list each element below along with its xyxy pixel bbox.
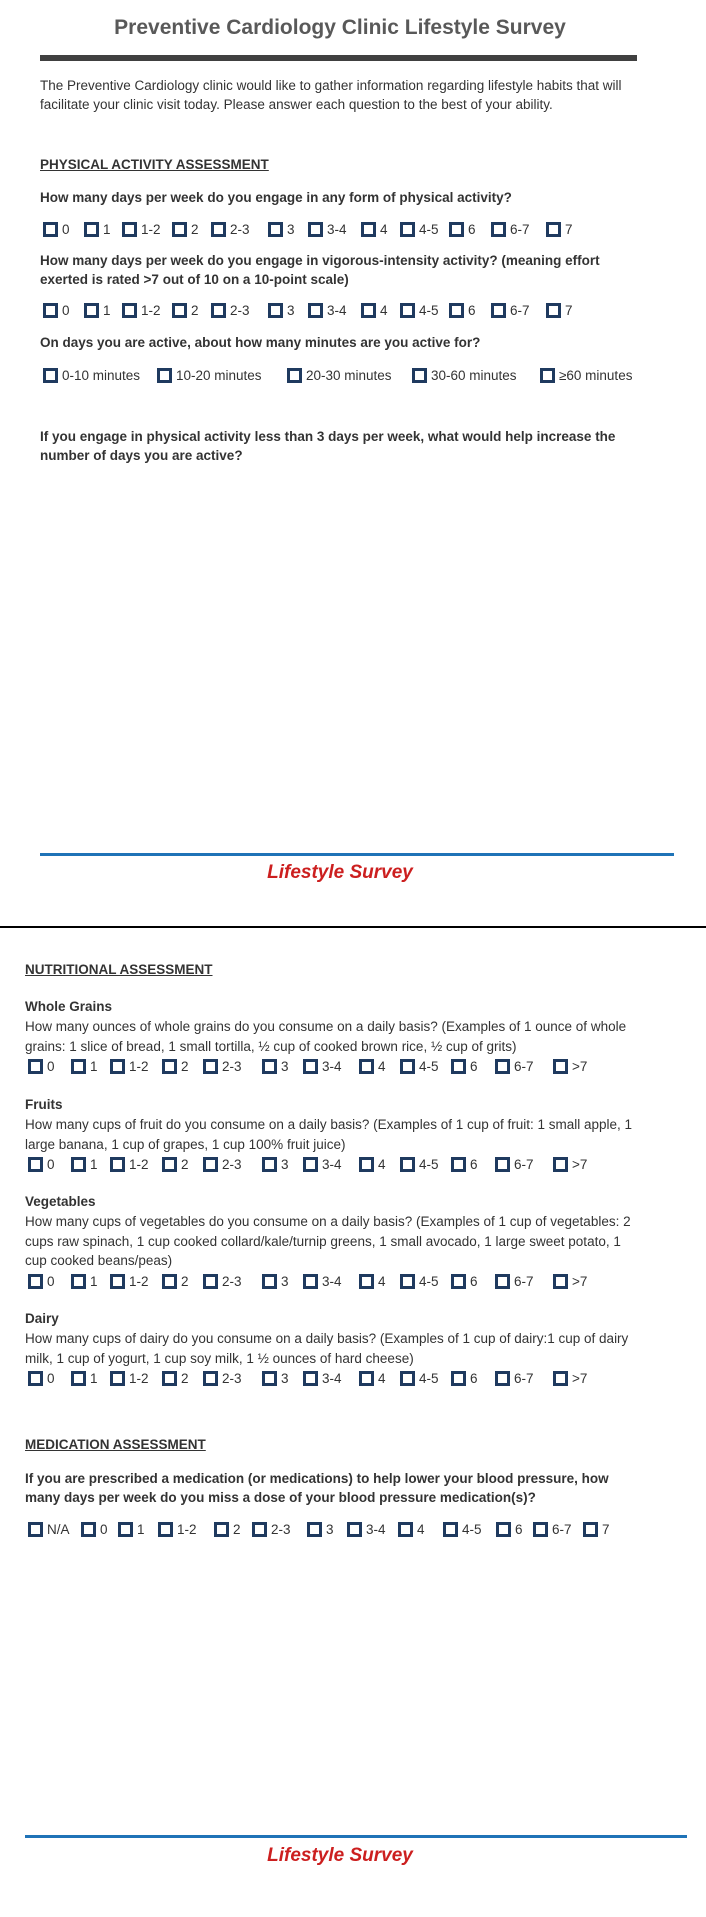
vigorous-days-option[interactable]: [308, 301, 347, 319]
checkbox[interactable]: [172, 303, 187, 318]
checkbox[interactable]: [162, 1157, 177, 1172]
option-label: 6-7: [514, 1273, 534, 1289]
dairy-option[interactable]: [162, 1369, 189, 1387]
active-minutes-option[interactable]: [412, 366, 517, 384]
checkbox[interactable]: [412, 368, 427, 383]
option-label: 0-10 minutes: [62, 367, 141, 383]
option-label: 10-20 minutes: [176, 367, 262, 383]
footer-title: Lifestyle Survey: [267, 1845, 413, 1866]
checkbox[interactable]: [162, 1274, 177, 1289]
checkbox[interactable]: [262, 1059, 277, 1074]
medication-option[interactable]: [398, 1520, 425, 1538]
fruits-option[interactable]: [28, 1155, 55, 1173]
checkbox[interactable]: [308, 222, 323, 237]
checkbox[interactable]: [71, 1274, 86, 1289]
dairy-option[interactable]: [303, 1369, 342, 1387]
checkbox[interactable]: [158, 1522, 173, 1537]
medication-question: If you are prescribed a medication (or medications) to help lower your blood pressure, how many days per week do you miss a dose of your blood pressure medication(s)?: [25, 1471, 609, 1505]
vegetables-option[interactable]: [495, 1272, 534, 1290]
checkbox[interactable]: [262, 1274, 277, 1289]
vegetables-option[interactable]: [110, 1272, 149, 1290]
vegetables-option[interactable]: [359, 1272, 386, 1290]
checkbox[interactable]: [262, 1157, 277, 1172]
option-label: 0: [47, 1273, 55, 1289]
checkbox[interactable]: [546, 222, 561, 237]
vigorous-days-option[interactable]: [84, 301, 111, 319]
option-label: 2-3: [222, 1058, 242, 1074]
checkbox[interactable]: [203, 1274, 218, 1289]
medication-option[interactable]: [118, 1520, 145, 1538]
option-label: 4-5: [419, 1156, 439, 1172]
whole-grains-option[interactable]: [162, 1057, 189, 1075]
fruits-option[interactable]: [495, 1155, 534, 1173]
fruits-option[interactable]: [162, 1155, 189, 1173]
dairy-option[interactable]: [553, 1369, 587, 1387]
checkbox[interactable]: [400, 1274, 415, 1289]
vegetables-option[interactable]: [553, 1272, 587, 1290]
survey-page-2: [0, 929, 706, 1917]
checkbox[interactable]: [307, 1522, 322, 1537]
vigorous-days-option[interactable]: [491, 301, 530, 319]
option-label: 2: [181, 1058, 189, 1074]
checkbox[interactable]: [71, 1059, 86, 1074]
checkbox[interactable]: [162, 1059, 177, 1074]
checkbox[interactable]: [28, 1059, 43, 1074]
vegetables-heading: Vegetables: [25, 1194, 96, 1209]
option-label: >7: [572, 1156, 588, 1172]
vigorous-days-option[interactable]: [172, 301, 199, 319]
option-label: 2: [181, 1156, 189, 1172]
medication-option[interactable]: [252, 1520, 291, 1538]
fruits-option[interactable]: [262, 1155, 289, 1173]
fruits-option[interactable]: [110, 1155, 149, 1173]
option-label: 6-7: [514, 1370, 534, 1386]
page-title: Preventive Cardiology Clinic Lifestyle Survey: [114, 16, 566, 39]
checkbox[interactable]: [359, 1274, 374, 1289]
option-label: 7: [565, 302, 573, 318]
fruits-option[interactable]: [400, 1155, 439, 1173]
option-label: 4: [417, 1521, 425, 1537]
option-label: 4: [378, 1273, 386, 1289]
dairy-option[interactable]: [451, 1369, 478, 1387]
option-label: 6-7: [514, 1156, 534, 1172]
medication-option[interactable]: [158, 1520, 197, 1538]
checkbox[interactable]: [84, 303, 99, 318]
option-label: 3: [281, 1156, 289, 1172]
checkbox[interactable]: [451, 1059, 466, 1074]
vegetables-option[interactable]: [162, 1272, 189, 1290]
page-separator: [0, 926, 706, 928]
vigorous-days-option[interactable]: [268, 301, 295, 319]
checkbox[interactable]: [400, 222, 415, 237]
medication-heading: MEDICATION ASSESSMENT: [25, 1437, 206, 1452]
whole-grains-option[interactable]: [495, 1057, 534, 1075]
dairy-option[interactable]: [71, 1369, 98, 1387]
checkbox[interactable]: [347, 1522, 362, 1537]
option-label: 2-3: [222, 1156, 242, 1172]
option-label: 0: [47, 1156, 55, 1172]
checkbox[interactable]: [211, 222, 226, 237]
fruits-option[interactable]: [71, 1155, 98, 1173]
checkbox[interactable]: [546, 303, 561, 318]
option-label: 3-4: [327, 221, 347, 237]
option-label: 1-2: [129, 1156, 149, 1172]
fruits-option[interactable]: [203, 1155, 242, 1173]
option-label: 6: [515, 1521, 523, 1537]
medication-option[interactable]: [496, 1520, 523, 1538]
physical-days-option[interactable]: [449, 220, 476, 238]
option-label: 1: [90, 1273, 98, 1289]
checkbox[interactable]: [400, 1157, 415, 1172]
fruits-question: How many cups of fruit do you consume on a daily basis? (Examples of 1 cup of fruit: 1 small apple, 1 large banana, 1 cup of grapes, 1 cup 100% fruit juice): [25, 1117, 633, 1152]
checkbox[interactable]: [110, 1059, 125, 1074]
checkbox[interactable]: [398, 1522, 413, 1537]
checkbox[interactable]: [359, 1157, 374, 1172]
survey-page-1: [0, 0, 706, 925]
checkbox[interactable]: [553, 1059, 568, 1074]
vigorous-days-option[interactable]: [449, 301, 476, 319]
medication-option[interactable]: [307, 1520, 334, 1538]
physical-activity-heading: PHYSICAL ACTIVITY ASSESSMENT: [40, 157, 269, 172]
option-label: 1-2: [129, 1370, 149, 1386]
checkbox[interactable]: [553, 1274, 568, 1289]
fruits-heading: Fruits: [25, 1097, 63, 1112]
whole-grains-option[interactable]: [553, 1057, 587, 1075]
option-label: 1-2: [129, 1058, 149, 1074]
option-label: 4: [380, 302, 388, 318]
option-label: 1-2: [129, 1273, 149, 1289]
option-label: 6: [470, 1273, 478, 1289]
dairy-question: How many cups of dairy do you consume on a daily basis? (Examples of 1 cup of dairy:1 cup of dairy milk, 1 cup of yogurt, 1 cup soy milk, 1 ½ ounces of hard cheese): [25, 1331, 629, 1366]
active-minutes-option[interactable]: [157, 366, 262, 384]
option-label: 0: [47, 1058, 55, 1074]
dairy-option[interactable]: [28, 1369, 55, 1387]
title-divider: [40, 55, 637, 61]
option-label: 1: [137, 1521, 145, 1537]
option-label: 4: [378, 1156, 386, 1172]
vegetables-question: How many cups of vegetables do you consume on a daily basis? (Examples of 1 cup of vegetables: 2 cups raw spinach, 1 cup cooked collard/kale/turnip greens, 1 small avocado, 1 large sweet potato, 1 cup cooked beans/peas): [25, 1214, 631, 1268]
option-label: 2-3: [230, 302, 250, 318]
checkbox[interactable]: [118, 1522, 133, 1537]
dairy-option[interactable]: [110, 1369, 149, 1387]
whole-grains-option[interactable]: [359, 1057, 386, 1075]
checkbox[interactable]: [495, 1371, 510, 1386]
physical-days-option[interactable]: [43, 220, 70, 238]
option-label: 3-4: [327, 302, 347, 318]
option-label: 2: [233, 1521, 241, 1537]
checkbox[interactable]: [81, 1522, 96, 1537]
checkbox[interactable]: [211, 303, 226, 318]
checkbox[interactable]: [203, 1059, 218, 1074]
checkbox[interactable]: [361, 222, 376, 237]
physical-days-option[interactable]: [84, 220, 111, 238]
option-label: >7: [572, 1058, 588, 1074]
option-label: 3-4: [322, 1156, 342, 1172]
question-vigorous-days: How many days per week do you engage in vigorous-intensity activity? (meaning effort exerted is rated >7 out of 10 on a 10-point scale): [40, 253, 600, 287]
option-label: 2-3: [222, 1370, 242, 1386]
option-label: 4: [378, 1058, 386, 1074]
active-minutes-option[interactable]: [43, 366, 140, 384]
checkbox[interactable]: [203, 1371, 218, 1386]
checkbox[interactable]: [122, 222, 137, 237]
option-label: 6: [470, 1370, 478, 1386]
dairy-option[interactable]: [495, 1369, 534, 1387]
checkbox[interactable]: [71, 1371, 86, 1386]
option-label: 0: [100, 1521, 108, 1537]
option-label: 2-3: [222, 1273, 242, 1289]
option-label: 0: [47, 1370, 55, 1386]
option-label: 6-7: [552, 1521, 572, 1537]
option-label: 4-5: [419, 1273, 439, 1289]
medication-option[interactable]: [443, 1520, 482, 1538]
vigorous-days-option[interactable]: [43, 301, 70, 319]
whole-grains-option[interactable]: [303, 1057, 342, 1075]
checkbox[interactable]: [443, 1522, 458, 1537]
whole-grains-heading: Whole Grains: [25, 999, 113, 1014]
vigorous-days-option[interactable]: [546, 301, 573, 319]
checkbox[interactable]: [400, 1059, 415, 1074]
option-label: 3-4: [366, 1521, 386, 1537]
checkbox[interactable]: [308, 303, 323, 318]
option-label: 2: [181, 1273, 189, 1289]
checkbox[interactable]: [361, 303, 376, 318]
option-label: 20-30 minutes: [306, 367, 392, 383]
checkbox[interactable]: [28, 1274, 43, 1289]
physical-days-option[interactable]: [308, 220, 347, 238]
option-label: 7: [602, 1521, 610, 1537]
whole-grains-question: How many ounces of whole grains do you consume on a daily basis? (Examples of 1 ounce of whole grains: 1 slice of bread, 1 small tortilla, ½ cup of cooked brown rice, ½ cup of grits): [25, 1019, 627, 1054]
checkbox[interactable]: [214, 1522, 229, 1537]
option-label: 1: [103, 302, 111, 318]
option-label: 1: [90, 1156, 98, 1172]
checkbox[interactable]: [162, 1371, 177, 1386]
nutrition-heading: NUTRITIONAL ASSESSMENT: [25, 962, 213, 977]
checkbox[interactable]: [287, 368, 302, 383]
option-label: 4-5: [419, 302, 439, 318]
checkbox[interactable]: [359, 1059, 374, 1074]
checkbox[interactable]: [491, 222, 506, 237]
option-label: 3-4: [322, 1273, 342, 1289]
option-label: 4: [378, 1370, 386, 1386]
vigorous-days-option[interactable]: [361, 301, 388, 319]
whole-grains-option[interactable]: [110, 1057, 149, 1075]
checkbox[interactable]: [172, 222, 187, 237]
checkbox[interactable]: [28, 1522, 43, 1537]
option-label: 4-5: [419, 221, 439, 237]
fruits-option[interactable]: [359, 1155, 386, 1173]
option-label: 0: [62, 302, 70, 318]
vigorous-days-option[interactable]: [211, 301, 250, 319]
checkbox[interactable]: [203, 1157, 218, 1172]
checkbox[interactable]: [359, 1371, 374, 1386]
checkbox[interactable]: [84, 222, 99, 237]
medication-option[interactable]: [583, 1520, 610, 1538]
option-label: 6-7: [510, 302, 530, 318]
checkbox[interactable]: [553, 1157, 568, 1172]
intro-paragraph: The Preventive Cardiology clinic would like to gather information regarding lifestyle habits that will facilitate your clinic visit today. Please answer each question to the best of your ability.: [40, 78, 622, 112]
checkbox[interactable]: [533, 1522, 548, 1537]
footer-title: Lifestyle Survey: [267, 862, 413, 883]
checkbox[interactable]: [451, 1274, 466, 1289]
physical-days-option[interactable]: [172, 220, 199, 238]
whole-grains-option[interactable]: [451, 1057, 478, 1075]
checkbox[interactable]: [268, 303, 283, 318]
option-label: ≥60 minutes: [559, 367, 633, 383]
checkbox[interactable]: [110, 1274, 125, 1289]
option-label: N/A: [47, 1521, 70, 1537]
checkbox[interactable]: [303, 1059, 318, 1074]
fruits-option[interactable]: [451, 1155, 478, 1173]
checkbox[interactable]: [491, 303, 506, 318]
question-active-minutes: On days you are active, about how many minutes are you active for?: [40, 335, 481, 350]
whole-grains-option[interactable]: [400, 1057, 439, 1075]
checkbox[interactable]: [400, 1371, 415, 1386]
checkbox[interactable]: [540, 368, 555, 383]
option-label: 1-2: [141, 302, 161, 318]
vegetables-option[interactable]: [262, 1272, 289, 1290]
question-physical-days: How many days per week do you engage in any form of physical activity?: [40, 190, 512, 205]
vegetables-option[interactable]: [71, 1272, 98, 1290]
checkbox[interactable]: [252, 1522, 267, 1537]
vigorous-days-option[interactable]: [122, 301, 161, 319]
checkbox[interactable]: [449, 303, 464, 318]
checkbox[interactable]: [43, 303, 58, 318]
checkbox[interactable]: [262, 1371, 277, 1386]
checkbox[interactable]: [71, 1157, 86, 1172]
fruits-option[interactable]: [553, 1155, 587, 1173]
option-label: 6-7: [514, 1058, 534, 1074]
checkbox[interactable]: [449, 222, 464, 237]
option-label: 2: [191, 221, 199, 237]
option-label: 3-4: [322, 1058, 342, 1074]
checkbox[interactable]: [110, 1371, 125, 1386]
checkbox[interactable]: [583, 1522, 598, 1537]
option-label: 4: [380, 221, 388, 237]
physical-days-option[interactable]: [122, 220, 161, 238]
option-label: 2-3: [271, 1521, 291, 1537]
dairy-option[interactable]: [262, 1369, 289, 1387]
option-label: 6-7: [510, 221, 530, 237]
checkbox[interactable]: [495, 1157, 510, 1172]
option-label: 6: [470, 1058, 478, 1074]
medication-option[interactable]: [81, 1520, 108, 1538]
option-label: 6: [468, 302, 476, 318]
medication-option[interactable]: [347, 1520, 386, 1538]
whole-grains-option[interactable]: [262, 1057, 289, 1075]
option-label: 4-5: [419, 1370, 439, 1386]
option-label: 1-2: [177, 1521, 197, 1537]
checkbox[interactable]: [451, 1371, 466, 1386]
option-label: 2: [181, 1370, 189, 1386]
checkbox[interactable]: [110, 1157, 125, 1172]
option-label: 3: [281, 1058, 289, 1074]
option-label: 3-4: [322, 1370, 342, 1386]
vigorous-days-option[interactable]: [400, 301, 439, 319]
checkbox[interactable]: [28, 1371, 43, 1386]
checkbox[interactable]: [268, 222, 283, 237]
option-label: 3: [287, 302, 295, 318]
physical-days-option[interactable]: [491, 220, 530, 238]
medication-option[interactable]: [533, 1520, 572, 1538]
checkbox[interactable]: [553, 1371, 568, 1386]
option-label: 1-2: [141, 221, 161, 237]
option-label: 3: [326, 1521, 334, 1537]
question-increase-activity: If you engage in physical activity less than 3 days per week, what would help increase the number of days you are active?: [40, 429, 616, 463]
medication-option[interactable]: [28, 1520, 70, 1538]
dairy-heading: Dairy: [25, 1311, 59, 1326]
physical-days-option[interactable]: [546, 220, 573, 238]
option-label: 30-60 minutes: [431, 367, 517, 383]
checkbox[interactable]: [303, 1371, 318, 1386]
dairy-option[interactable]: [203, 1369, 242, 1387]
checkbox[interactable]: [496, 1522, 511, 1537]
checkbox[interactable]: [495, 1274, 510, 1289]
checkbox[interactable]: [303, 1157, 318, 1172]
fruits-option[interactable]: [303, 1155, 342, 1173]
whole-grains-option[interactable]: [203, 1057, 242, 1075]
physical-days-option[interactable]: [211, 220, 250, 238]
option-label: 4-5: [419, 1058, 439, 1074]
checkbox[interactable]: [157, 368, 172, 383]
option-label: 6: [470, 1156, 478, 1172]
footer-divider: [25, 1835, 687, 1838]
checkbox[interactable]: [400, 303, 415, 318]
option-label: 1: [90, 1058, 98, 1074]
vegetables-option[interactable]: [400, 1272, 439, 1290]
medication-option[interactable]: [214, 1520, 241, 1538]
checkbox[interactable]: [122, 303, 137, 318]
checkbox[interactable]: [28, 1157, 43, 1172]
dairy-option[interactable]: [400, 1369, 439, 1387]
option-label: >7: [572, 1370, 588, 1386]
checkbox[interactable]: [451, 1157, 466, 1172]
option-label: 1: [103, 221, 111, 237]
footer-divider: [40, 853, 674, 856]
vegetables-option[interactable]: [303, 1272, 342, 1290]
physical-days-option[interactable]: [400, 220, 439, 238]
vegetables-option[interactable]: [451, 1272, 478, 1290]
active-minutes-option[interactable]: [287, 366, 392, 384]
checkbox[interactable]: [43, 368, 58, 383]
option-label: 2: [191, 302, 199, 318]
physical-days-option[interactable]: [361, 220, 388, 238]
active-minutes-option[interactable]: [540, 366, 632, 384]
option-label: >7: [572, 1273, 588, 1289]
option-label: 3: [281, 1273, 289, 1289]
option-label: 3: [281, 1370, 289, 1386]
checkbox[interactable]: [43, 222, 58, 237]
option-label: 1: [90, 1370, 98, 1386]
whole-grains-option[interactable]: [71, 1057, 98, 1075]
physical-days-option[interactable]: [268, 220, 295, 238]
option-label: 3: [287, 221, 295, 237]
vegetables-option[interactable]: [28, 1272, 55, 1290]
whole-grains-option[interactable]: [28, 1057, 55, 1075]
vegetables-option[interactable]: [203, 1272, 242, 1290]
checkbox[interactable]: [303, 1274, 318, 1289]
option-label: 0: [62, 221, 70, 237]
option-label: 2-3: [230, 221, 250, 237]
checkbox[interactable]: [495, 1059, 510, 1074]
dairy-option[interactable]: [359, 1369, 386, 1387]
option-label: 4-5: [462, 1521, 482, 1537]
option-label: 7: [565, 221, 573, 237]
option-label: 6: [468, 221, 476, 237]
